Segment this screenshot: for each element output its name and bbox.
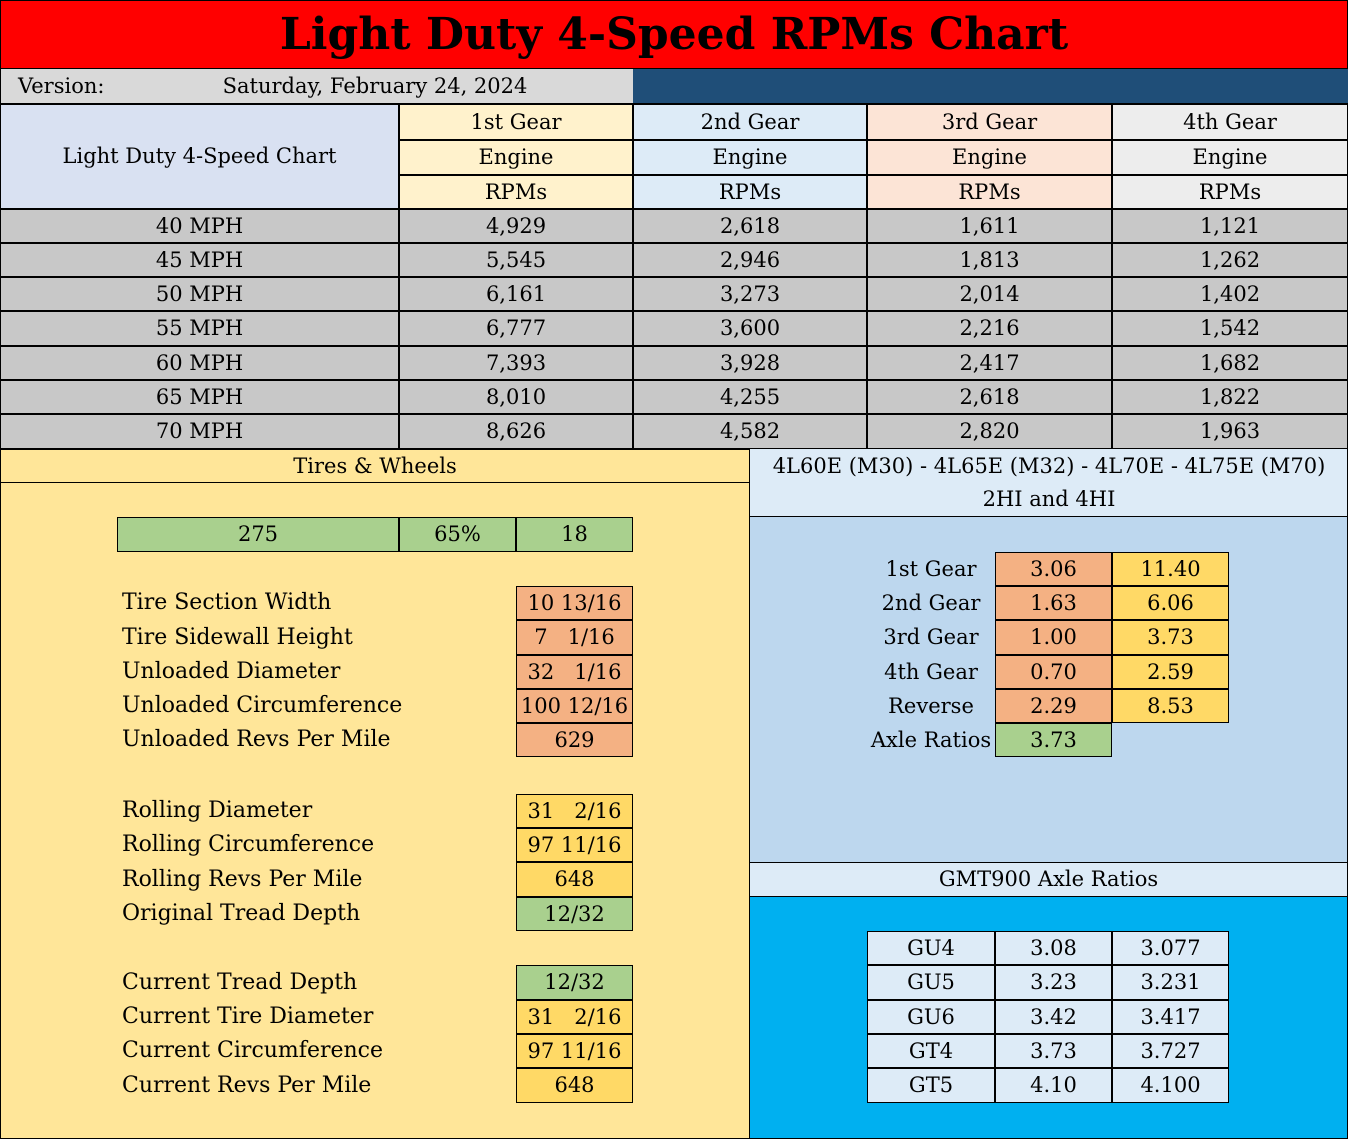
tire-label: Unloaded Diameter — [122, 659, 341, 684]
rpm-value-cell: 1,542 — [1112, 311, 1348, 346]
tires-heading: Tires & Wheels — [1, 450, 749, 483]
rpm-value-cell: 2,618 — [867, 380, 1112, 414]
rpm-speed-cell: 60 MPH — [0, 346, 399, 380]
rpm-value-cell: 2,618 — [633, 209, 867, 243]
axle-ratio: 3.42 — [995, 1000, 1112, 1034]
tire-label: Rolling Circumference — [122, 832, 375, 857]
tire-label: Rolling Diameter — [122, 798, 313, 823]
gear-ratio-label: 1st Gear — [885, 556, 977, 581]
tire-value: 10 13/16 — [516, 586, 633, 620]
axle-ratio-value: 3.73 — [995, 723, 1112, 757]
axle-exact: 3.417 — [1112, 1000, 1229, 1034]
axle-ratio: 3.73 — [995, 1034, 1112, 1068]
axle-code: GU5 — [867, 965, 995, 1000]
rpm-value-cell: 4,929 — [399, 209, 633, 243]
version-label: Version: — [18, 74, 105, 98]
gear-ratio-value: 2.29 — [995, 689, 1112, 723]
axle-ratio: 3.08 — [995, 931, 1112, 965]
gear-sub-rpms-1: RPMs — [399, 175, 633, 209]
gear-sub-engine-2: Engine — [633, 140, 867, 175]
rpm-value-cell: 2,820 — [867, 414, 1112, 449]
rpm-value-cell: 4,582 — [633, 414, 867, 449]
rpm-value-cell: 6,777 — [399, 311, 633, 346]
version-date: Saturday, February 24, 2024 — [222, 74, 528, 98]
rpm-corner-label: Light Duty 4-Speed Chart — [0, 104, 399, 209]
rpm-value-cell: 1,262 — [1112, 243, 1348, 277]
version-bar — [633, 69, 1348, 104]
gear-header-1: 1st Gear — [399, 104, 633, 140]
tire-label: Rolling Revs Per Mile — [122, 866, 363, 892]
tire-value: 12/32 — [516, 965, 633, 1000]
gear-ratio-label: 3rd Gear — [883, 625, 979, 649]
rpm-value-cell: 2,014 — [867, 277, 1112, 311]
rpm-speed-cell: 55 MPH — [0, 311, 399, 346]
page-title: Light Duty 4-Speed RPMs Chart — [0, 0, 1348, 69]
rpm-value-cell: 3,273 — [633, 277, 867, 311]
tire-value: 7 1/16 — [516, 620, 633, 655]
tire-label: Original Tread Depth — [122, 901, 361, 926]
gear-ratio-value: 1.63 — [995, 586, 1112, 620]
rpm-value-cell: 8,626 — [399, 414, 633, 449]
axle-ratio-label: Axle Ratios — [870, 727, 992, 752]
tire-label: Current Tire Diameter — [122, 1004, 374, 1029]
tire-label: Unloaded Circumference — [122, 693, 403, 718]
rpm-value-cell: 7,393 — [399, 346, 633, 380]
rpm-value-cell: 1,813 — [867, 243, 1112, 277]
gear-final-ratio: 11.40 — [1112, 552, 1229, 586]
gear-ratio-value: 1.00 — [995, 620, 1112, 655]
gear-final-ratio: 2.59 — [1112, 655, 1229, 689]
transmission-heading-line2: 2HI and 4HI — [982, 487, 1116, 511]
rpm-speed-cell: 40 MPH — [0, 209, 399, 243]
gear-ratio-label: 2nd Gear — [881, 590, 981, 615]
rpm-value-cell: 3,600 — [633, 311, 867, 346]
gear-final-ratio: 6.06 — [1112, 586, 1229, 620]
gear-ratio-value: 0.70 — [995, 655, 1112, 689]
rpm-value-cell: 3,928 — [633, 346, 867, 380]
rpm-value-cell: 2,417 — [867, 346, 1112, 380]
gear-sub-engine-1: Engine — [399, 140, 633, 175]
tire-value: 31 2/16 — [516, 794, 633, 828]
gear-header-4: 4th Gear — [1112, 104, 1348, 140]
tire-label: Tire Sidewall Height — [122, 624, 353, 650]
gear-header-3: 3rd Gear — [867, 104, 1112, 140]
rpm-value-cell: 2,216 — [867, 311, 1112, 346]
gear-final-ratio: 8.53 — [1112, 689, 1229, 723]
axle-panel-heading: GMT900 Axle Ratios — [750, 862, 1348, 897]
axle-code: GU4 — [867, 931, 995, 965]
axle-code: GT5 — [867, 1068, 995, 1103]
tire-width-cell: 275 — [117, 517, 399, 552]
rpm-speed-cell: 50 MPH — [0, 277, 399, 311]
transmission-heading-line1: 4L60E (M30) - 4L65E (M32) - 4L70E - 4L75E (M70) — [772, 454, 1326, 478]
gear-sub-engine-3: Engine — [867, 140, 1112, 175]
tire-value: 629 — [516, 723, 633, 757]
tire-value: 97 11/16 — [516, 1034, 633, 1068]
tire-value: 32 1/16 — [516, 655, 633, 689]
rpm-value-cell: 1,682 — [1112, 346, 1348, 380]
tire-rim-cell: 18 — [516, 517, 633, 552]
tire-value: 31 2/16 — [516, 1000, 633, 1034]
axle-ratio: 4.10 — [995, 1068, 1112, 1103]
gear-ratio-label: Reverse — [888, 693, 974, 718]
axle-code: GU6 — [867, 1000, 995, 1034]
tire-label: Current Circumference — [122, 1038, 384, 1063]
axle-exact: 3.727 — [1112, 1034, 1229, 1068]
rpm-value-cell: 6,161 — [399, 277, 633, 311]
rpm-value-cell: 1,402 — [1112, 277, 1348, 311]
rpm-speed-cell: 65 MPH — [0, 380, 399, 414]
gear-ratio-value: 3.06 — [995, 552, 1112, 586]
gear-ratio-label: 4th Gear — [884, 659, 978, 684]
gear-sub-rpms-4: RPMs — [1112, 175, 1348, 209]
tire-label: Current Tread Depth — [122, 969, 358, 995]
axle-exact: 4.100 — [1112, 1068, 1229, 1103]
gear-final-ratio: 3.73 — [1112, 620, 1229, 655]
tire-label: Unloaded Revs Per Mile — [122, 727, 391, 752]
axle-code: GT4 — [867, 1034, 995, 1068]
gear-sub-rpms-3: RPMs — [867, 175, 1112, 209]
tire-value: 12/32 — [516, 897, 633, 931]
tire-value: 648 — [516, 1068, 633, 1103]
rpm-value-cell: 2,946 — [633, 243, 867, 277]
tire-label: Current Revs Per Mile — [122, 1072, 372, 1098]
rpm-speed-cell: 70 MPH — [0, 414, 399, 449]
rpm-value-cell: 1,822 — [1112, 380, 1348, 414]
gear-header-2: 2nd Gear — [633, 104, 867, 140]
rpm-value-cell: 5,545 — [399, 243, 633, 277]
tire-value: 97 11/16 — [516, 828, 633, 862]
rpm-speed-cell: 45 MPH — [0, 243, 399, 277]
tire-label: Tire Section Width — [122, 590, 332, 615]
rpm-value-cell: 8,010 — [399, 380, 633, 414]
tire-value: 100 12/16 — [516, 689, 633, 723]
tire-aspect-cell: 65% — [399, 517, 516, 552]
rpm-value-cell: 1,121 — [1112, 209, 1348, 243]
axle-exact: 3.077 — [1112, 931, 1229, 965]
rpm-value-cell: 1,611 — [867, 209, 1112, 243]
rpm-value-cell: 4,255 — [633, 380, 867, 414]
gear-sub-rpms-2: RPMs — [633, 175, 867, 209]
axle-exact: 3.231 — [1112, 965, 1229, 1000]
axle-ratio: 3.23 — [995, 965, 1112, 1000]
rpm-value-cell: 1,963 — [1112, 414, 1348, 449]
gear-sub-engine-4: Engine — [1112, 140, 1348, 175]
tire-value: 648 — [516, 862, 633, 897]
